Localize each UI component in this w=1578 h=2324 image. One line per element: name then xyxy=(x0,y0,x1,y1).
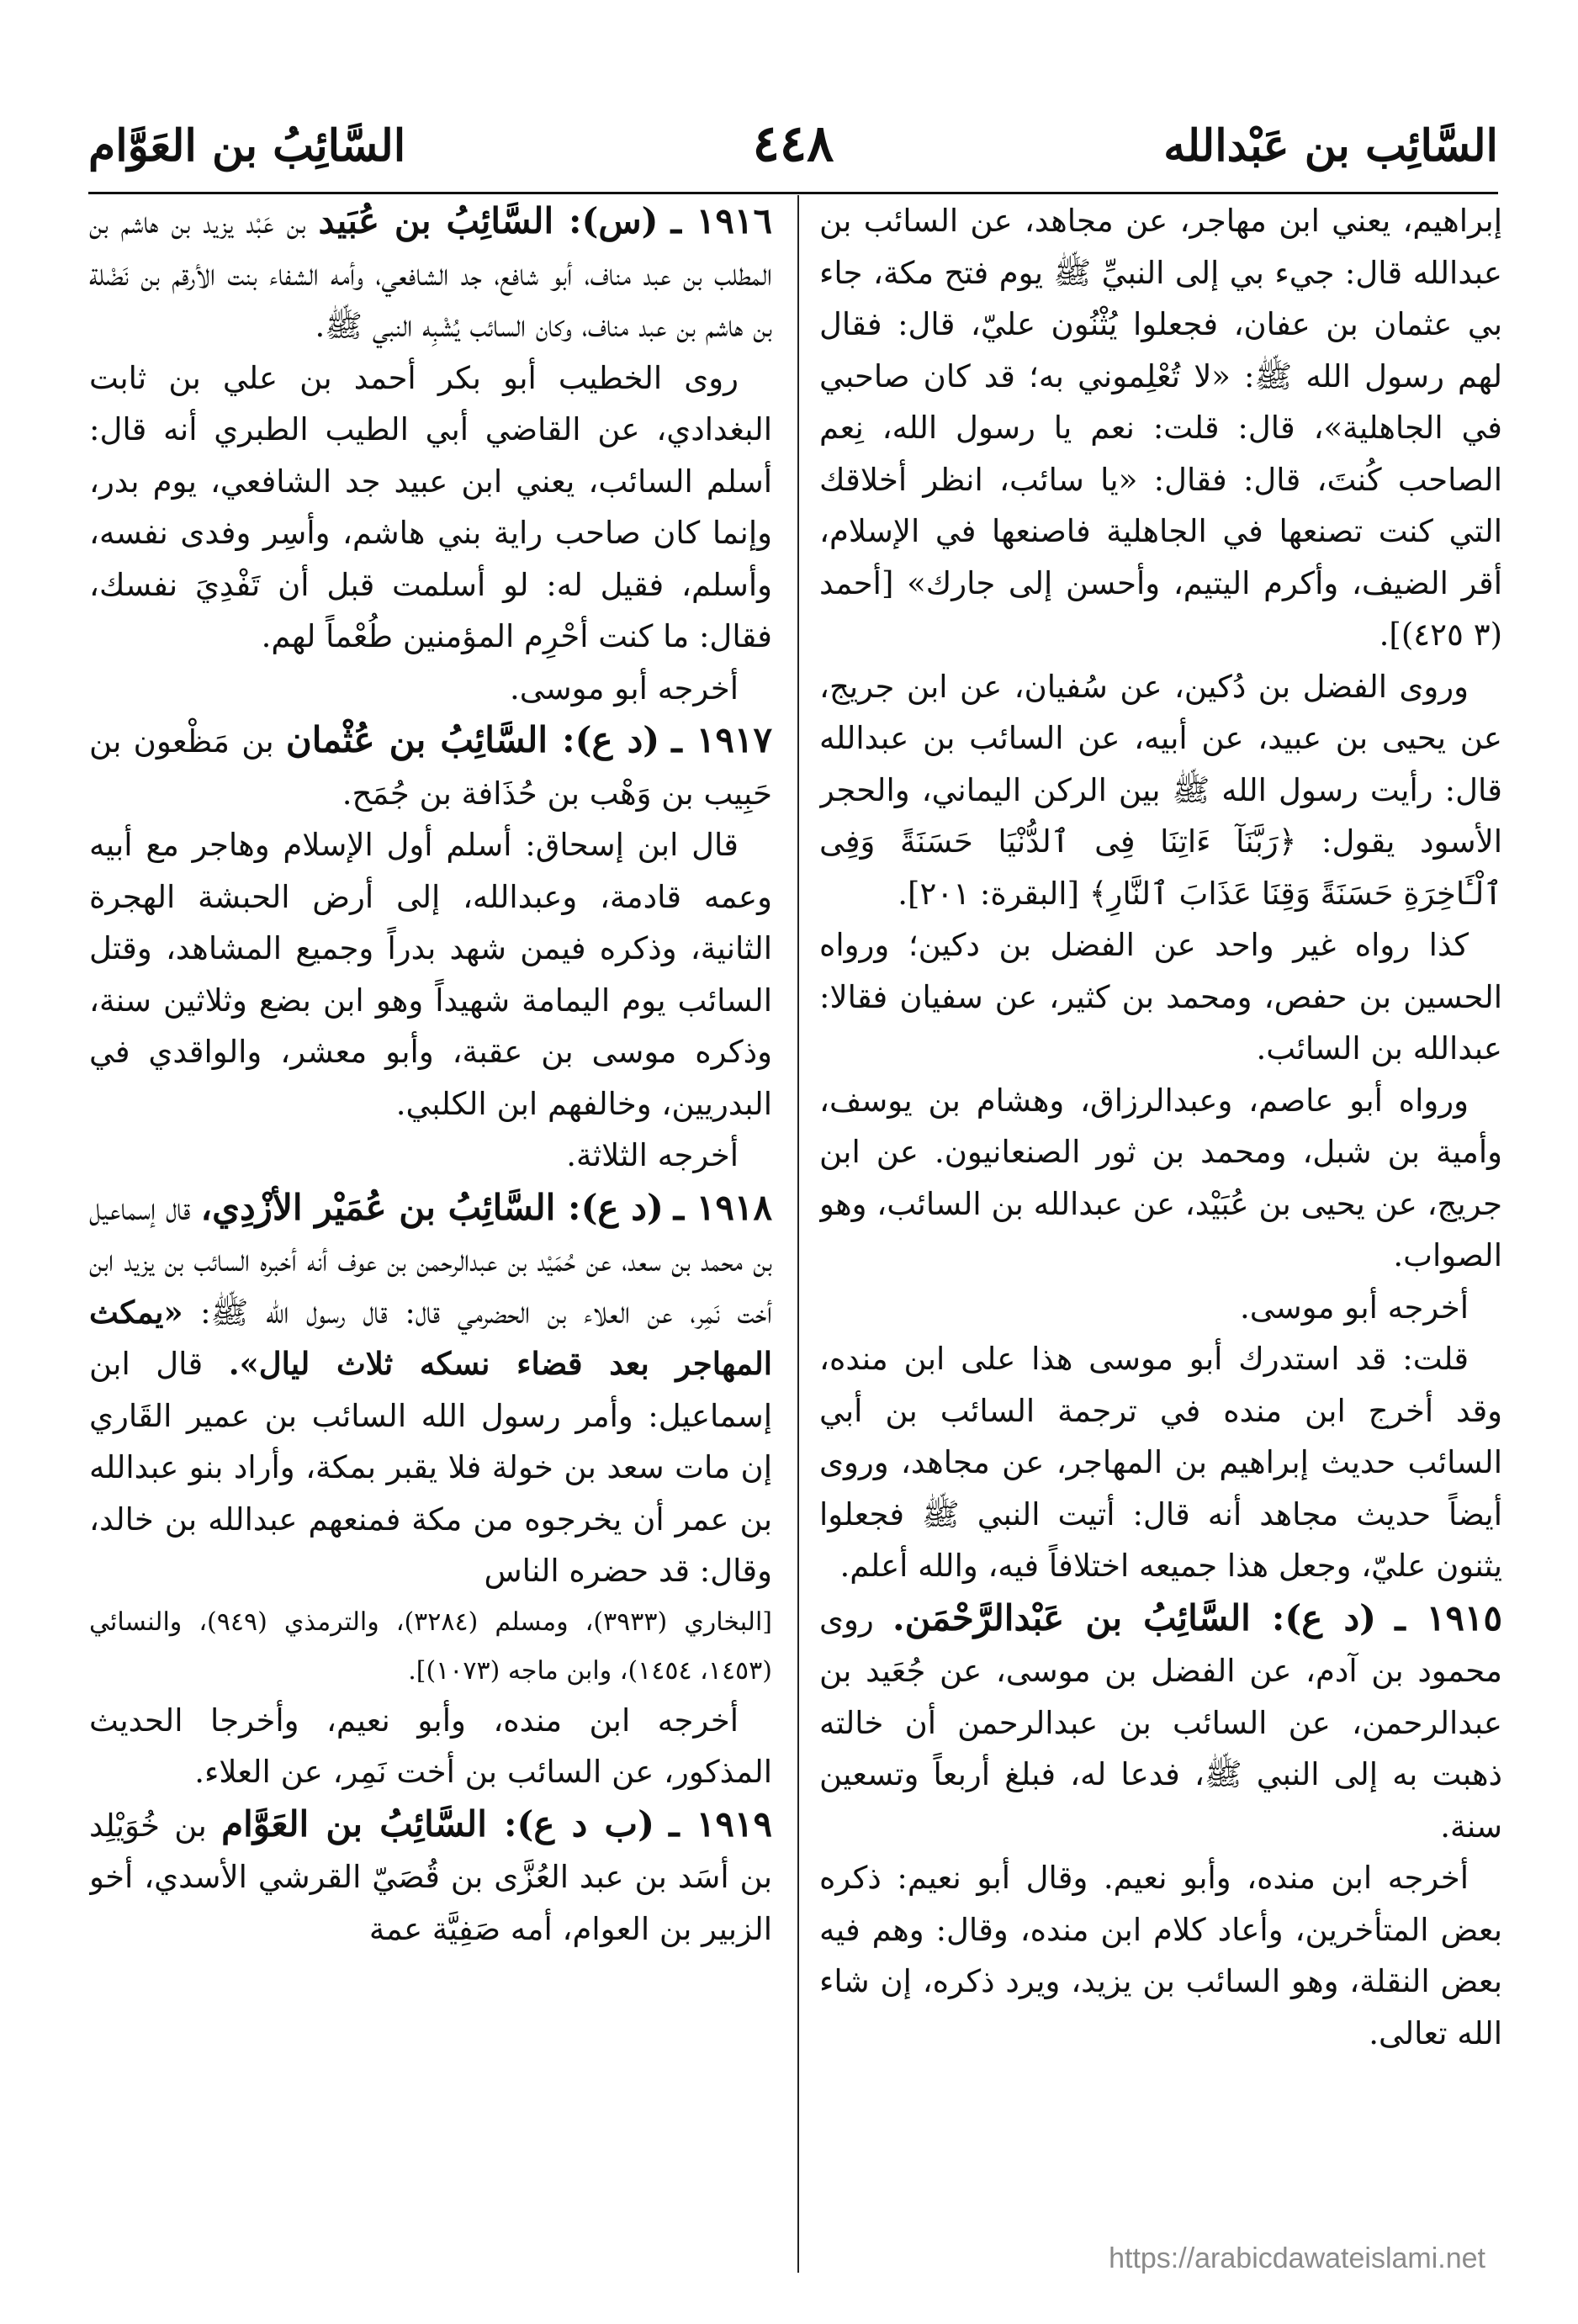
paragraph: قلت: قد استدرك أبو موسى هذا على ابن منده، وقد أخرج ابن منده في ترجمة السائب بن أبي السائب حديث إبراهيم بن المهاجر، عن مجاهد، وروى أيضاً حديث مجاهد أنه قال: أتيت النبي ﷺ فجعلوا يثنون عليّ، وجعل هذا جميعه اختلافاً فيه، والله أعلم. xyxy=(819,1341,1502,1584)
entry-heading: (س): السَّائِبُ بن عُبَيد xyxy=(318,200,659,241)
paragraph: أخرجه أبو موسى. xyxy=(1239,1289,1469,1326)
entry-1918 xyxy=(89,1182,772,1597)
entry-heading: (د ع): السَّائِبُ بن عُمَيْر الأزْدِي، xyxy=(200,1186,664,1228)
entry-number: ١٩١٥ ـ xyxy=(1395,1596,1502,1638)
left-column xyxy=(89,195,772,2281)
citation-text: [البخاري (٣٩٣٣)، ومسلم (٣٢٨٤)، والترمذي (٩٤٩)، والنسائي (١٤٥٣، ١٤٥٤)، وابن ماجه (١٠٧٣)]. xyxy=(89,1607,772,1686)
paragraph: كذا رواه غير واحد عن الفضل بن دكين؛ ورواه الحسين بن حفص، ومحمد بن كثير، عن سفيان فقالا: عبدالله بن السائب. xyxy=(819,927,1502,1067)
entry-heading: (د ع): السَّائِبُ بن عُثْمان xyxy=(285,719,660,760)
entry-text: قال ابن إسماعيل: وأمر رسول الله السائب بن عمير القَاري إن مات سعد بن خولة فلا يقبر بمكة، وأراد بنو عبدالله بن عمر أن يخرجوه من مكة فمنعهم عبدالله بن خالد، وقال: قد حضره الناس xyxy=(89,1346,772,1589)
paragraph: أخرجه الثلاثة. xyxy=(566,1137,739,1173)
entry-heading: (ب د ع): السَّائِبُ بن العَوَّام xyxy=(221,1803,654,1845)
running-title-right: السَّائِب بن عَبْدالله xyxy=(1163,119,1498,172)
right-column xyxy=(819,195,1502,2281)
entry-1919 xyxy=(89,1798,772,1956)
paragraph: إبراهيم، يعني ابن مهاجر، عن مجاهد، عن السائب بن عبدالله قال: جيء بي إلى النبيِّ ﷺ يوم فتح مكة، جاء بي عثمان بن عفان، فجعلوا يُثْنُون عليّ، قال: فقال لهم رسول الله ﷺ: «لا تُعْلِموني به؛ قد كان صاحبي في الجاهلية»، قال: قلت: نعم يا رسول الله، نِعم الصاحب كُنتَ، قال: فقال: «يا سائب، انظر أخلاقك التي كنت تصنعها في الجاهلية فاصنعها في الإسلام، أقر الضيف، وأكرم اليتيم، وأحسن إلى جارك» [أحمد (٣ ٤٢٥)]. xyxy=(819,203,1502,653)
column-divider xyxy=(797,195,799,2273)
paragraph: وروى الفضل بن دُكين، عن سُفيان، عن ابن جريج، عن يحيى بن عبيد، عن أبيه، عن السائب بن عبدالله قال: رأيت رسول الله ﷺ بين الركن اليماني، والحجر الأسود يقول: ﴿رَبَّنَآ ءَاتِنَا فِى ٱلدُّنْيَا حَسَنَةً وَفِى ٱلْـَٔاخِرَةِ حَسَنَةً وَقِنَا عَذَابَ ٱلنَّارِ﴾ [البقرة: ٢٠١]. xyxy=(819,668,1502,912)
entry-1915 xyxy=(819,1592,1502,1853)
entry-text: قال إسماعيل بن محمد بن سعد، عن حُمَيْد بن عبدالرحمن بن عوف أنه أخبره السائب بن يزيد ابن أخت نَمِر، عن العلاء بن الحضرمي قال: قال رسول الله ﷺ: xyxy=(89,1190,772,1331)
paragraph: أخرجه أبو موسى. xyxy=(509,670,739,707)
paragraph: قال ابن إسحاق: أسلم أول الإسلام وهاجر مع أبيه وعمه قادمة، وعبدالله، إلى أرض الحبشة الهجرة الثانية، وذكره فيمن شهد بدراً وجميع المشاهد، وقتل السائب يوم اليمامة شهيداً وهو ابن بضع وثلاثين سنة، وذكره موسى بن عقبة، وأبو معشر، والواقدي في البدريين، وخالفهم ابن الكلبي. xyxy=(89,827,772,1122)
page-number: ٤٤٨ xyxy=(752,114,834,173)
paragraph: ورواه أبو عاصم، وعبدالرزاق، وهشام بن يوسف، وأمية بن شبل، ومحمد بن ثور الصنعانيون. عن ابن جريج، عن يحيى بن عُبَيْد، عن عبدالله بن السائب، وهو الصواب. xyxy=(819,1082,1502,1273)
running-title-left: السَّائِبُ بن العَوَّام xyxy=(88,119,406,172)
watermark-url: https://arabicdawateislami.net xyxy=(1109,2242,1485,2274)
paragraph: روى الخطيب أبو بكر أحمد بن علي بن ثابت البغدادي، عن القاضي أبي الطيب الطبري أنه قال: أسلم السائب، يعني ابن عبيد جد الشافعي، يوم بدر، وإنما كان صاحب راية بني هاشم، وأسِر وفدى نفسه، وأسلم، فقيل له: لو أسلمت قبل أن تَفْدِيَ نفسك، فقال: ما كنت أحْرِم المؤمنين طُعْماً لهم. xyxy=(89,359,772,654)
entry-text: بن عَبْد يزيد بن هاشم بن المطلب بن عبد مناف، أبو شافع، جد الشافعي، وأمه الشفاء بنت الأرقم بن نَضْلة بن هاشم بن عبد مناف، وكان السائب يُشْبِه النبي ﷺ. xyxy=(89,204,772,344)
entry-number: ١٩١٦ ـ xyxy=(670,200,772,241)
citation xyxy=(89,1597,772,1695)
paragraph: أخرجه ابن منده، وأبو نعيم. وقال أبو نعيم: ذكره بعض المتأخرين، وأعاد كلام ابن منده، وقال: وهم فيه بعض النقلة، وهو السائب بن يزيد، ويرد ذكره، إن شاء الله تعالى. xyxy=(819,1860,1502,2051)
hadith-quote: «يمكث المهاجر بعد قضاء نسكه ثلاث ليال». xyxy=(89,1293,772,1382)
page-header xyxy=(88,99,1498,194)
entry-text: بن خُوَيْلِد بن أسَد بن عبد العُزَّى بن قُصَيّ القرشي الأسدي، أخو الزبير بن العوام، أمه صَفِيَّة عمة xyxy=(89,1807,772,1947)
entry-text: بن مَظْعون بن حَبِيب بن وَهْب بن حُذَافة بن جُمَح. xyxy=(89,723,772,812)
entry-1916 xyxy=(89,195,772,352)
entry-1917 xyxy=(89,714,772,819)
entry-heading: (د ع): السَّائِبُ بن عَبْدالرَّحْمَن. xyxy=(892,1596,1377,1638)
entry-number: ١٩١٨ ـ xyxy=(673,1186,772,1228)
entry-number: ١٩١٧ ـ xyxy=(671,719,772,760)
paragraph: أخرجه ابن منده، وأبو نعيم، وأخرجا الحديث المذكور، عن السائب بن أخت نَمِر، عن العلاء. xyxy=(89,1702,772,1790)
entry-number: ١٩١٩ ـ xyxy=(669,1803,772,1845)
entry-text: روى محمود بن آدم، عن الفضل بن موسى، عن جُعَيد بن عبدالرحمن، عن السائب بن عبدالرحمن أن خالته ذهبت به إلى النبي ﷺ، فدعا له، فبلغ أربعاً وتسعين سنة. xyxy=(819,1601,1502,1845)
